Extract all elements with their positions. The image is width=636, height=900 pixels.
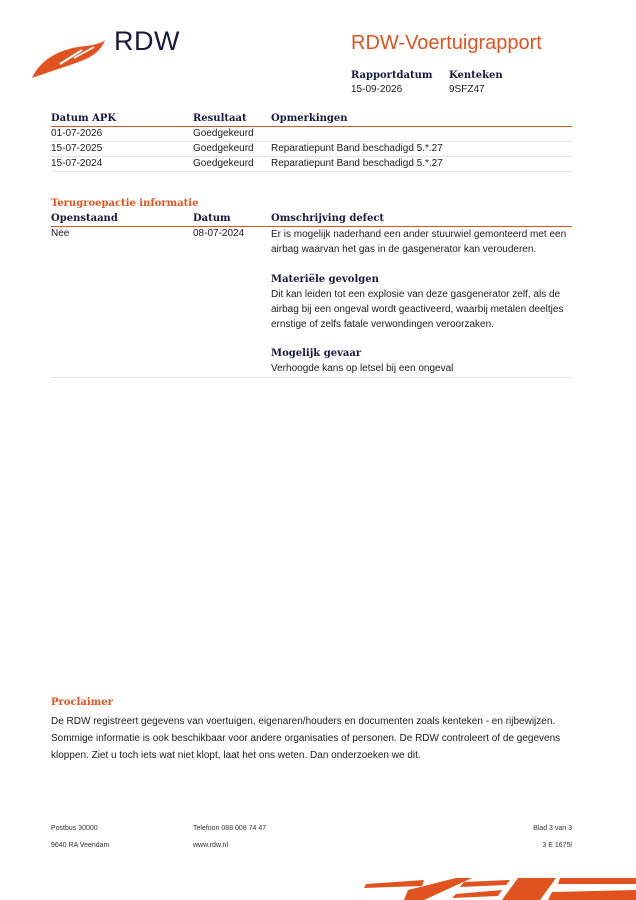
apk-row-2-date: 15-07-2025 bbox=[51, 143, 103, 154]
plate-label: Kenteken bbox=[449, 70, 503, 81]
proclaimer-line: kloppen. Ziet u toch iets wat niet klopt, laat het ons weten. Dan onderzoeken we dit. bbox=[51, 750, 421, 761]
recall-date-value: 08-07-2024 bbox=[193, 228, 245, 239]
recall-col-open: Openstaand bbox=[51, 213, 118, 224]
apk-row-1-result: Goedgekeurd bbox=[193, 128, 254, 139]
proclaimer-text bbox=[51, 713, 560, 764]
danger-text bbox=[271, 361, 453, 376]
consequences-line: airbag bij een ongeval wordt geactiveerd, waarbij metalen deeltjes bbox=[271, 304, 564, 315]
plate-value: 9SFZ47 bbox=[449, 84, 485, 95]
recall-col-date: Datum bbox=[193, 213, 231, 224]
defect-line: Er is mogelijk naderhand een ander stuurwiel gemonteerd met een bbox=[271, 229, 567, 240]
apk-row-2-remarks: Reparatiepunt Band beschadigd 5.*.27 bbox=[271, 143, 443, 154]
rdw-stripes-graphic-icon bbox=[360, 872, 636, 900]
apk-col-date: Datum APK bbox=[51, 113, 117, 124]
report-date-value: 15-09-2026 bbox=[351, 84, 403, 95]
danger-title: Mogelijk gevaar bbox=[271, 348, 362, 359]
row-divider bbox=[51, 156, 572, 157]
footer-code: 3 E 1675l bbox=[542, 842, 572, 849]
proclaimer-line: Sommige informatie is ook beschikbaar voor andere organisaties of personen. De RDW controleert of de gegevens bbox=[51, 733, 561, 744]
recall-open-value: Nee bbox=[51, 228, 70, 239]
apk-row-3-result: Goedgekeurd bbox=[193, 158, 254, 169]
recall-bottom-rule bbox=[51, 377, 572, 378]
footer-website[interactable]: www.rdw.nl bbox=[193, 842, 229, 849]
consequences-text bbox=[271, 287, 563, 332]
consequences-line: Dit kan leiden tot een explosie van deze gasgenerator zelf, als de bbox=[271, 289, 561, 300]
proclaimer-title: Proclaimer bbox=[51, 697, 113, 708]
apk-col-result: Resultaat bbox=[193, 113, 247, 124]
row-divider bbox=[51, 141, 572, 142]
apk-row-2-result: Goedgekeurd bbox=[193, 143, 254, 154]
consequences-line: ernstige of zelfs fatale verwondingen veroorzaken. bbox=[271, 319, 494, 330]
apk-col-remarks: Opmerkingen bbox=[271, 113, 348, 124]
consequences-title: Materiële gevolgen bbox=[271, 274, 379, 285]
row-divider bbox=[51, 171, 572, 172]
apk-row-3-remarks: Reparatiepunt Band beschadigd 5.*.27 bbox=[271, 158, 443, 169]
apk-row-1-date: 01-07-2026 bbox=[51, 128, 103, 139]
recall-col-defect: Omschrijving defect bbox=[271, 213, 385, 224]
rdw-logo-icon bbox=[30, 38, 106, 80]
report-date-label: Rapportdatum bbox=[351, 70, 433, 81]
apk-header-rule bbox=[51, 126, 572, 127]
footer-address: 9640 RA Veendam bbox=[51, 842, 110, 849]
footer-phone: Telefoon 088 008 74 47 bbox=[193, 825, 267, 832]
proclaimer-line: De RDW registreert gegevens van voertuigen, eigenaren/houders en documenten zoals kenteken - en rijbewijzen. bbox=[51, 716, 556, 727]
document-title: RDW-Voertuigrapport bbox=[351, 32, 542, 54]
recall-section-title: Terugroepactie informatie bbox=[51, 198, 199, 209]
danger-line: Verhoogde kans op letsel bij een ongeval bbox=[271, 363, 454, 374]
footer-postbus: Postbus 30000 bbox=[51, 825, 98, 832]
footer-page: Blad 3 van 3 bbox=[533, 825, 572, 832]
apk-row-3-date: 15-07-2024 bbox=[51, 158, 103, 169]
defect-line: airbag waarvan het gas in de gasgenerator kan verouderen. bbox=[271, 244, 537, 255]
recall-defect-text bbox=[271, 227, 566, 257]
logo-text: RDW bbox=[114, 26, 180, 56]
